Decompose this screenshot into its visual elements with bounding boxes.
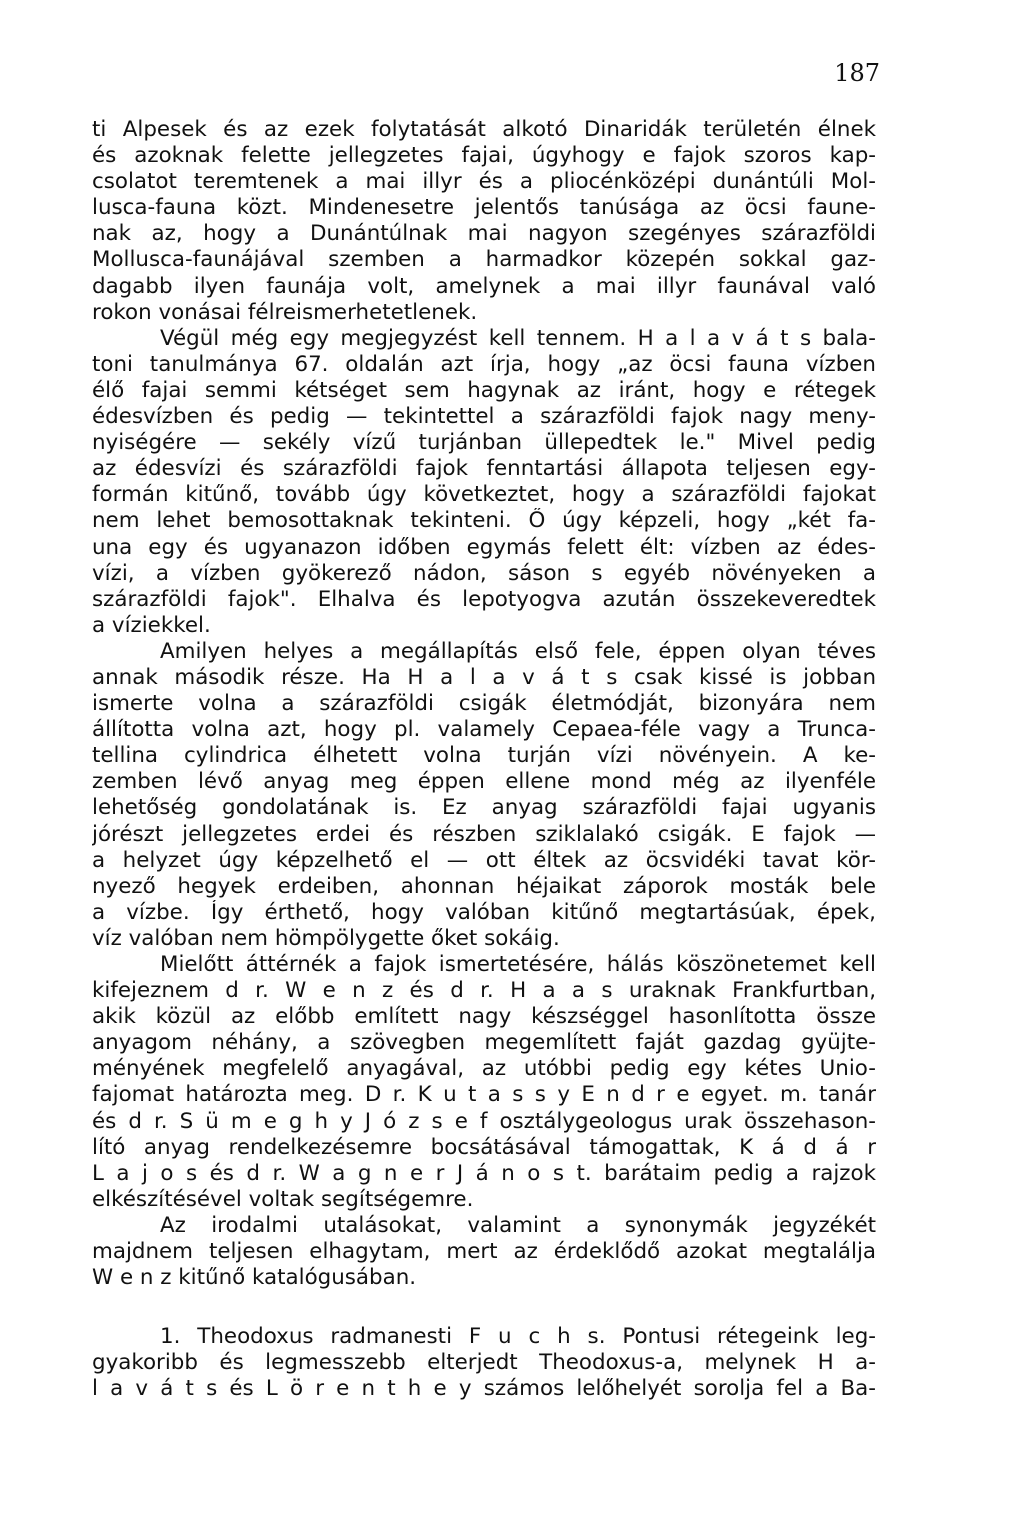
text-line: dagabb ilyen faunája volt, amelynek a mai illyr faunával való [92, 273, 876, 299]
text-line: az édesvízi és szárazföldi fajok fenntartási állapota teljesen egy- [92, 456, 876, 482]
text-line: a helyzet úgy képzelhető el — ott éltek az öcsvidéki tavat kör- [92, 847, 876, 873]
text-line: Amilyen helyes a megállapítás első fele, éppen olyan téves [160, 638, 876, 664]
text-line: édesvízben és pedig — tekintettel a szárazföldi fajok nagy meny- [92, 404, 876, 430]
text-line: Mollusca-faunájával szemben a harmadkor közepén sokkal gaz- [92, 247, 876, 273]
text-line: rokon vonásai félreismerhetetlenek. [92, 299, 478, 325]
text-line: akik közül az előbb említett nagy készséggel hasonlította össze [92, 1004, 876, 1030]
text-line: nyiségére — sekély vízű turjánban üllepedtek le." Mivel pedig [92, 430, 876, 456]
text-line: annak második része. Ha H a l a v á t s csak kissé is jobban [92, 664, 876, 690]
paragraph [92, 952, 876, 1213]
paragraph-gap [92, 1291, 876, 1324]
text-line: vízi, a vízben gyökerező nádon, sáson s egyéb növényeken a [92, 560, 876, 586]
text-line: l a v á t s és L ö r e n t h e y számos lelőhelyét sorolja fel a Ba- [92, 1376, 876, 1402]
text-line: gyakoribb és legmesszebb elterjedt Theodoxus-a, melynek H a- [92, 1350, 876, 1376]
paragraph [92, 326, 876, 639]
text-line: tellina cylindrica élhetett volna turján vízi növényein. A ke- [92, 743, 876, 769]
text-line: elkészítésével voltak segítségemre. [92, 1186, 474, 1212]
text-line: csolatot teremtenek a mai illyr és a pliocénközépi dunántúli Mol- [92, 169, 876, 195]
text-line: a víziekkel. [92, 612, 211, 638]
paragraph [92, 1213, 876, 1291]
text-line: nem lehet bemosottaknak tekinteni. Ő úgy képzeli, hogy „két fa- [92, 508, 876, 534]
text-line: lusca-fauna közt. Mindenesetre jelentős tanúsága az öcsi faune- [92, 195, 876, 221]
text-line: a vízbe. Így érthető, hogy valóban kitűnő megtartásúak, épek, [92, 899, 876, 925]
text-line: L a j o s és d r. W a g n e r J á n o s t. barátaim pedig a rajzok [92, 1160, 876, 1186]
text-line: jórészt jellegzetes erdei és részben sziklalakó csigák. E fajok — [92, 821, 876, 847]
page-number: 187 [834, 59, 880, 87]
body-text [92, 117, 876, 1403]
text-line: W e n z kitűnő katalógusában. [92, 1265, 417, 1291]
text-line: fajomat határozta meg. D r. K u t a s s y E n d r e egyet. m. tanár [92, 1082, 876, 1108]
text-line: és azoknak felette jellegzetes fajai, úgyhogy e fajok szoros kap- [92, 143, 876, 169]
paragraph [92, 117, 876, 326]
text-line: szárazföldi fajok". Elhalva és lepotyogva azután összekeveredtek [92, 586, 876, 612]
text-line: 1. Theodoxus radmanesti F u c h s. Pontusi rétegeink leg- [160, 1324, 876, 1350]
text-line: Mielőtt áttérnék a fajok ismertetésére, hálás köszönetemet kell [160, 952, 876, 977]
paragraph [92, 639, 876, 952]
text-line: ti Alpesek és az ezek folytatását alkotó Dinaridák területén élnek [92, 117, 876, 142]
text-line: formán kitűnő, tovább úgy következtet, hogy a szárazföldi fajokat [92, 482, 876, 508]
text-line: lehetőség gondolatának is. Ez anyag szárazföldi fajai ugyanis [92, 795, 876, 821]
text-line: nyező hegyek erdeiben, ahonnan héjaikat záporok mosták bele [92, 873, 876, 899]
text-line: ismerte volna a szárazföldi csigák életmódját, bizonyára nem [92, 691, 876, 717]
text-line: és d r. S ü m e g h y J ó z s e f osztálygeologus urak összehason- [92, 1108, 876, 1134]
text-line: toni tanulmánya 67. oldalán azt írja, hogy „az öcsi fauna vízben [92, 351, 876, 377]
text-line: lító anyag rendelkezésemre bocsátásával támogattak, K á d á r [92, 1134, 876, 1160]
text-line: Az irodalmi utalásokat, valamint a synonymák jegyzékét [160, 1212, 876, 1238]
text-line: víz valóban nem hömpölygette őket sokáig. [92, 925, 560, 951]
text-line: élő fajai semmi kétséget sem hagynak az iránt, hogy e rétegek [92, 377, 876, 403]
paragraph [92, 1324, 876, 1402]
text-line: kifejeznem d r. W e n z és d r. H a a s uraknak Frankfurtban, [92, 978, 876, 1004]
text-line: állította volna azt, hogy pl. valamely Cepaea-féle vagy a Trunca- [92, 717, 876, 743]
text-line: nak az, hogy a Dunántúlnak mai nagyon szegényes szárazföldi [92, 221, 876, 247]
text-line: zemben lévő anyag meg éppen ellene mond még az ilyenféle [92, 769, 876, 795]
text-line: Végül még egy megjegyzést kell tennem. H a l a v á t s bala- [160, 325, 876, 351]
text-line: una egy és ugyanazon időben egymás felett élt: vízben az édes- [92, 534, 876, 560]
text-line: anyagom néhány, a szövegben megemlített faját gazdag gyüjte- [92, 1030, 876, 1056]
text-line: majdnem teljesen elhagytam, mert az érdeklődő azokat megtalálja [92, 1239, 876, 1265]
text-line: ményének megfelelő anyagával, az utóbbi pedig egy kétes Unio- [92, 1056, 876, 1082]
